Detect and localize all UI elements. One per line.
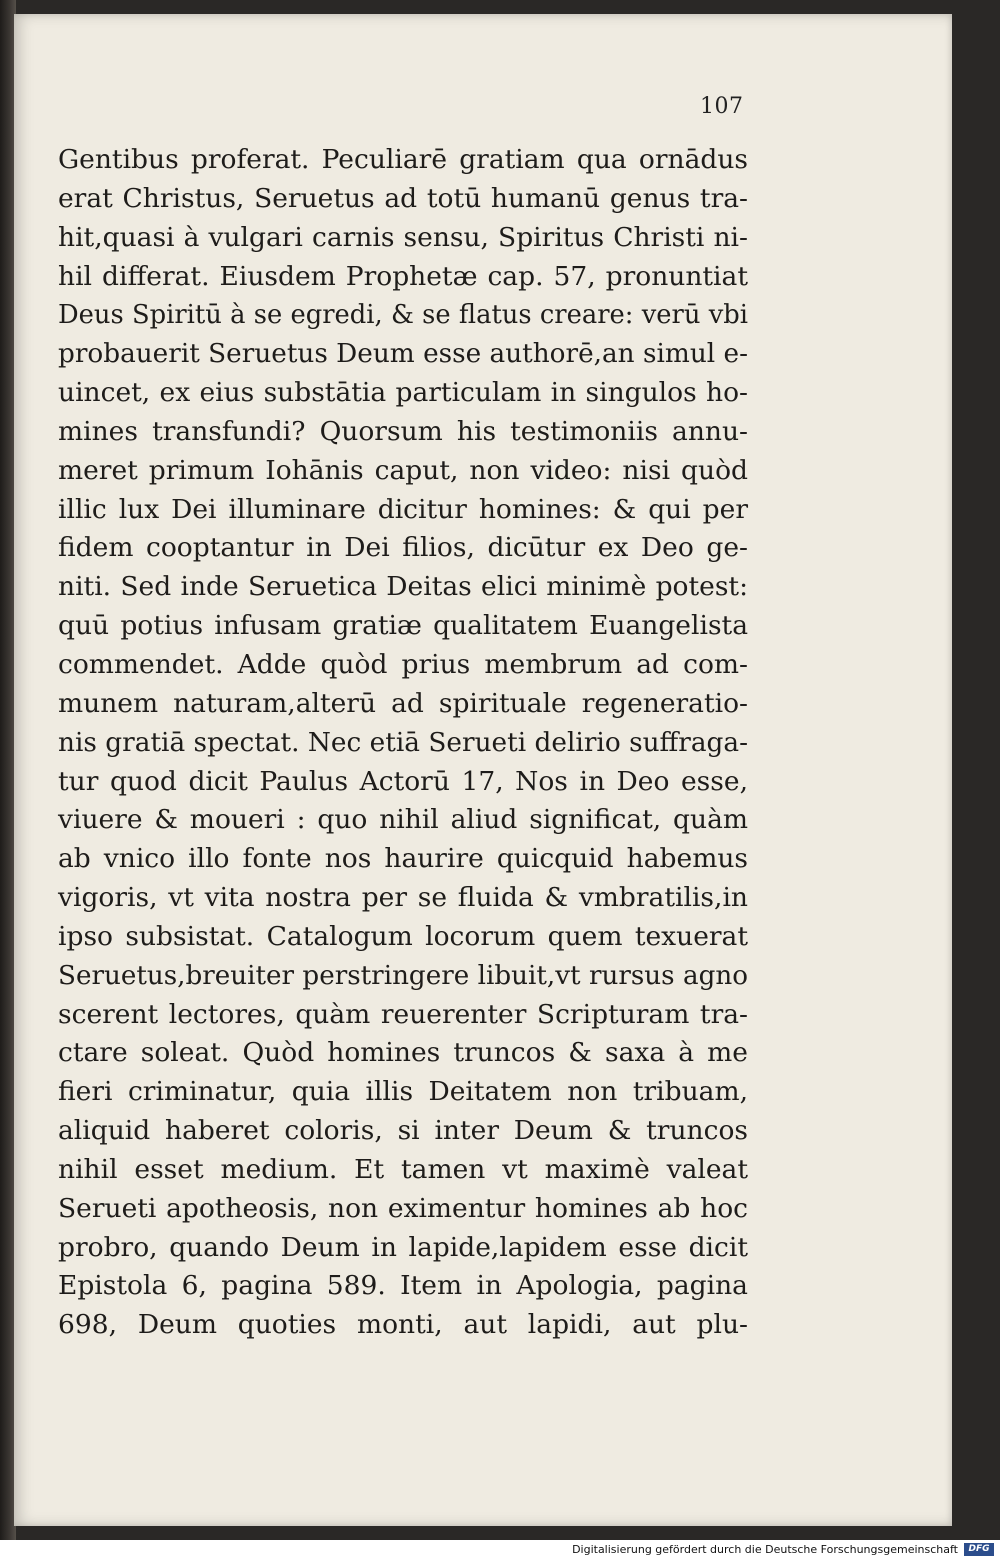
text-line: fidem cooptantur in Dei filios, dicūtur ex Deo ge- [58,532,748,564]
text-line: scerent lectores, quàm reuerenter Scripturam tra- [58,998,748,1030]
text-line: Deus Spiritū à se egredi, & se flatus creare: verū vbi [58,300,748,331]
text-line: fieri criminatur, quia illis Deitatem non tribuam, [58,1076,748,1108]
text-line: hit,quasi à vulgari carnis sensu, Spiritus Christi ni- [58,221,748,253]
text-line: vigoris, vt vita nostra per se fluida & vmbratilis,in [58,882,748,914]
text-line: mines transfundi? Quorsum his testimoniis annu- [58,415,748,447]
footer-bar [0,1540,1000,1560]
funding-credit: Digitalisierung gefördert durch die Deutsche Forschungsgemeinschaft [572,1543,958,1556]
text-line: probro, quando Deum in lapide,lapidem esse dicit [58,1231,748,1263]
text-line: nihil esset medium. Et tamen vt maximè valeat [58,1153,748,1185]
text-line: viuere & moueri : quo nihil aliud significat, quàm [58,804,748,836]
text-line: ipso subsistat. Catalogum locorum quem texuerat [58,920,748,952]
text-line: Serueti apotheosis, non eximentur homines ab hoc [58,1192,748,1224]
text-line: meret primum Iohānis caput, non video: nisi quòd [58,454,748,486]
text-line: erat Christus, Seruetus ad totū humanū genus tra- [58,182,748,214]
text-line: Gentibus proferat. Peculiarē gratiam qua ornādus [58,144,748,175]
text-line: 698, Deum quoties monti, aut lapidi, aut plu- [58,1309,748,1341]
text-line: tur quod dicit Paulus Actorū 17, Nos in Deo esse, [58,765,748,797]
text-line: illic lux Dei illuminare dicitur homines: & qui per [58,493,748,525]
book-page [14,14,952,1526]
text-line: aliquid haberet coloris, si inter Deum & truncos [58,1115,748,1147]
text-line: commendet. Adde quòd prius membrum ad com- [58,648,748,680]
text-line: uincet, ex eius substātia particulam in singulos ho- [58,377,748,409]
text-line: ctare soleat. Quòd homines truncos & saxa à me [58,1037,748,1069]
text-line: probauerit Seruetus Deum esse authorē,an simul e- [58,339,748,370]
text-line: nis gratiā spectat. Nec etiā Serueti delirio suffraga- [58,727,748,758]
text-line: ab vnico illo fonte nos haurire quicquid habemus [58,843,748,875]
page-text-block [58,141,748,1345]
text-line: Seruetus,breuiter perstringere libuit,vt rursus agno [58,960,748,991]
dfg-logo-icon: DFG [964,1543,994,1556]
text-line: munem naturam,alterū ad spirituale regeneratio- [58,687,748,719]
page-number: 107 [700,94,744,119]
text-line: niti. Sed inde Seruetica Deitas elici minimè potest: [58,571,748,603]
text-line: hil differat. Eiusdem Prophetæ cap. 57, pronuntiat [58,260,748,292]
text-line: quū potius infusam gratiæ qualitatem Euangelista [58,610,748,642]
text-line: Epistola 6, pagina 589. Item in Apologia, pagina [58,1270,748,1302]
